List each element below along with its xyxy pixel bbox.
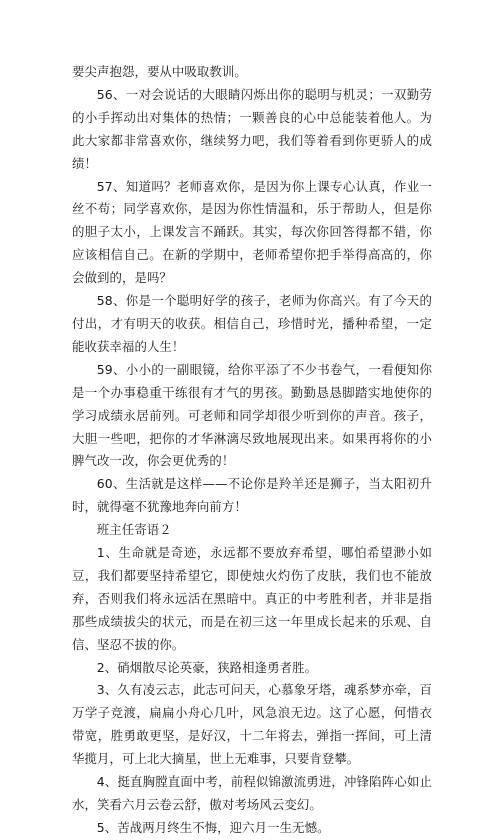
paragraph-4: 4、挺直胸膛直面中考，前程似锦激流勇进，冲锋陷阵心如止水，笑看六月云卷云舒，傲对考场风云变幻。 (72, 774, 432, 812)
section-heading: 班主任寄语２ (96, 522, 172, 538)
paragraph-59: 59、小小的一副眼镜，给你平添了不少书卷气，一看便知你是一个办事稳重干练很有才气的男孩。勤勤恳恳脚踏实地使你的学习成绩永居前列。可老师和同学却很少听到你的声音。孩子，大胆一些吧，把你的才华淋漓尽致地展现出来。如果再将你的小脾气改一改，你会更优秀的！ (72, 361, 432, 469)
paragraph-60: 60、生活就是这样——不论你是羚羊还是狮子，当太阳初升时，就得毫不犹豫地奔向前方！ (72, 476, 432, 515)
paragraph-2: 2、硝烟散尽论英豪，狭路相逢勇者胜。 (96, 659, 318, 675)
paragraph-3: 3、久有凌云志，此志可问天，心慕象牙塔，魂系梦亦牵，百万学子竞渡，扁扁小舟心几叶，风急浪无边。这了心愿，何惜衣带宽，胜勇敢更坚，是好汉，十二年将去，弹指一挥间，可上清华揽月，可上北大摘星，世上无难事，只要肯登攀。 (72, 682, 432, 767)
paragraph-5: 5、苦战两月终生不悔，迎六月一生无憾。 (96, 819, 330, 835)
paragraph-continuation: 要尖声抱怨，要从中吸取教训。 (72, 64, 247, 79)
paragraph-57: 57、知道吗？老师喜欢你，是因为你上课专心认真，作业一丝不苟；同学喜欢你，是因为你性情温和，乐于帮助人，但是你的胆子太小，上课发言不踊跃。其实，每次你回答得都不错，你应该相信自己。在新的学期中，老师希望你把手举得高高的，你会做到的，是吗？ (72, 178, 432, 286)
paragraph-58: 58、你是一个聪明好学的孩子，老师为你高兴。有了今天的付出，才有明天的收获。相信自己，珍惜时光，播种希望，一定能收获幸福的人生！ (72, 293, 432, 354)
document-body (72, 61, 432, 840)
paragraph-1: 1、生命就是奇迹，永远都不要放弃希望，哪怕希望渺小如豆，我们都要坚持希望它，即使烛火灼伤了皮肤，我们也不能放弃，否则我们将永远活在黑暗中。真正的中考胜利者，并非是指那些成绩拔尖的状元，而是在初三这一年里成长起来的乐观、自信、坚忍不拔的你。 (72, 545, 432, 652)
paragraph-56: 56、一对会说话的大眼睛闪烁出你的聪明与机灵；一双勤劳的小手挥动出对集体的热情；一颗善良的心中总能装着他人。为此大家都非常喜欢你，继续努力吧，我们等着看到你更骄人的成绩！ (72, 86, 432, 171)
